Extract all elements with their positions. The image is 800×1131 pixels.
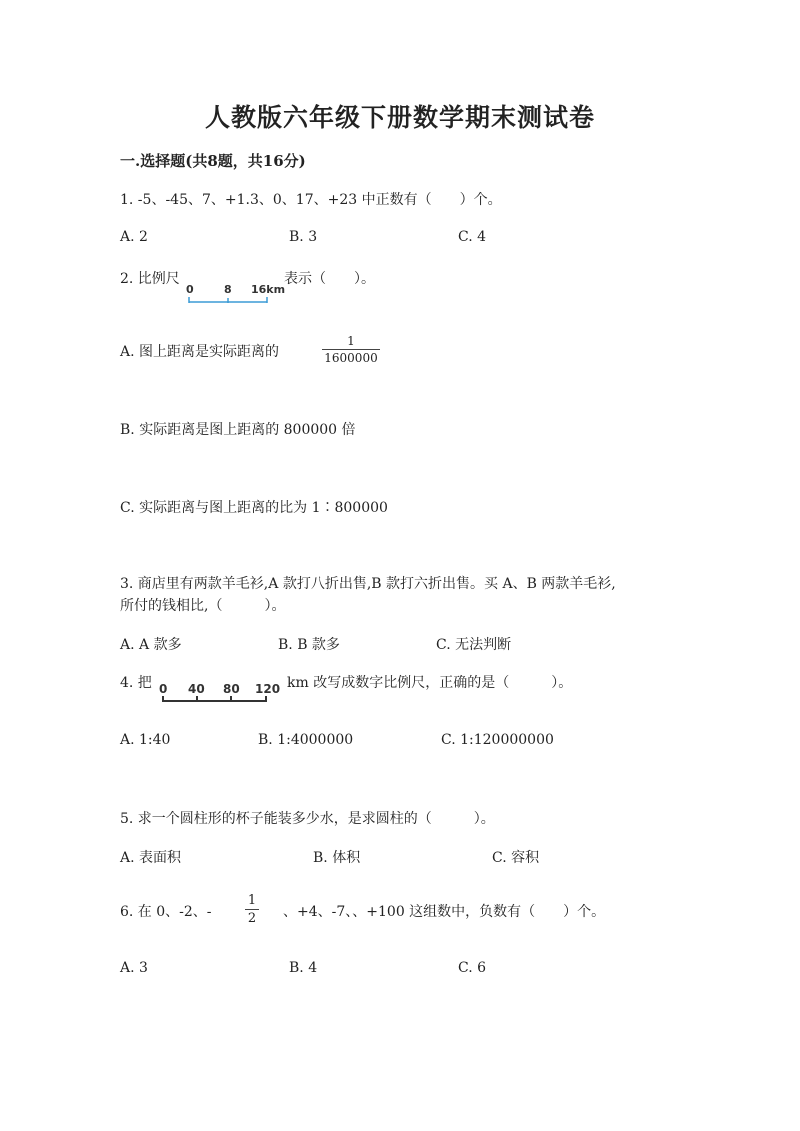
scale-bar-q4 — [157, 680, 285, 706]
question-4-suffix: km 改写成数字比例尺，正确的是（ ）。 — [287, 675, 573, 691]
fraction-numerator: 1 — [247, 893, 257, 908]
q5-option-a: A. 表面积 — [120, 850, 182, 866]
scale-label: 16km — [251, 283, 286, 296]
q6-option-a: A. 3 — [120, 960, 148, 976]
q2-option-c: C. 实际距离与图上距离的比为 1∶800000 — [120, 500, 388, 516]
section-heading: 一.选择题(共8题，共16分) — [120, 152, 306, 170]
q5-option-c: C. 容积 — [492, 850, 540, 866]
q1-option-b: B. 3 — [289, 229, 318, 245]
question-2-prefix: 2. 比例尺 — [120, 271, 180, 287]
q2-option-b: B. 实际距离是图上距离的 800000 倍 — [120, 422, 356, 438]
q6-option-b: B. 4 — [289, 960, 318, 976]
fraction-denominator: 2 — [247, 911, 257, 926]
scale-bar-q2 — [184, 282, 286, 306]
q5-option-b: B. 体积 — [313, 850, 361, 866]
q6-option-c: C. 6 — [458, 960, 487, 976]
q1-option-c: C. 4 — [458, 229, 487, 245]
scale-label: 40 — [188, 682, 205, 696]
scale-label: 120 — [255, 682, 281, 696]
fraction-numerator: 1 — [347, 334, 355, 348]
question-3-line1: 3. 商店里有两款羊毛衫,A 款打八折出售,B 款打六折出售。买 A、B 两款羊毛衫, — [120, 576, 616, 592]
fraction-denominator: 1600000 — [324, 351, 378, 365]
question-2-suffix: 表示（ ）。 — [284, 271, 375, 287]
fraction-1-1600000 — [322, 335, 380, 364]
question-1: 1. -5、-45、7、+1.3、0、17、+23 中正数有（ ）个。 — [120, 192, 502, 208]
scale-label: 80 — [223, 682, 240, 696]
question-4-prefix: 4. 把 — [120, 675, 152, 691]
q1-option-a: A. 2 — [120, 229, 148, 245]
q2-option-a: A. 图上距离是实际距离的 — [120, 344, 280, 360]
scale-label: 0 — [159, 682, 168, 696]
scale-label: 0 — [186, 283, 194, 296]
fraction-1-2 — [245, 894, 259, 925]
question-6-prefix: 6. 在 0、-2、- — [120, 904, 212, 920]
q3-option-a: A. A 款多 — [120, 637, 182, 653]
q3-option-b: B. B 款多 — [278, 637, 340, 653]
question-6-suffix: 、+4、-7、、+100 这组数中，负数有（ ）个。 — [283, 904, 606, 920]
q4-option-c: C. 1:120000000 — [441, 732, 554, 748]
page-title: 人教版六年级下册数学期末测试卷 — [204, 103, 595, 132]
q3-option-c: C. 无法判断 — [436, 637, 512, 653]
question-3-line2: 所付的钱相比,（ ）。 — [120, 598, 286, 614]
question-5: 5. 求一个圆柱形的杯子能装多少水，是求圆柱的（ ）。 — [120, 811, 495, 827]
q4-option-b: B. 1:4000000 — [258, 732, 354, 748]
q4-option-a: A. 1:40 — [120, 732, 171, 748]
scale-label: 8 — [224, 283, 232, 296]
